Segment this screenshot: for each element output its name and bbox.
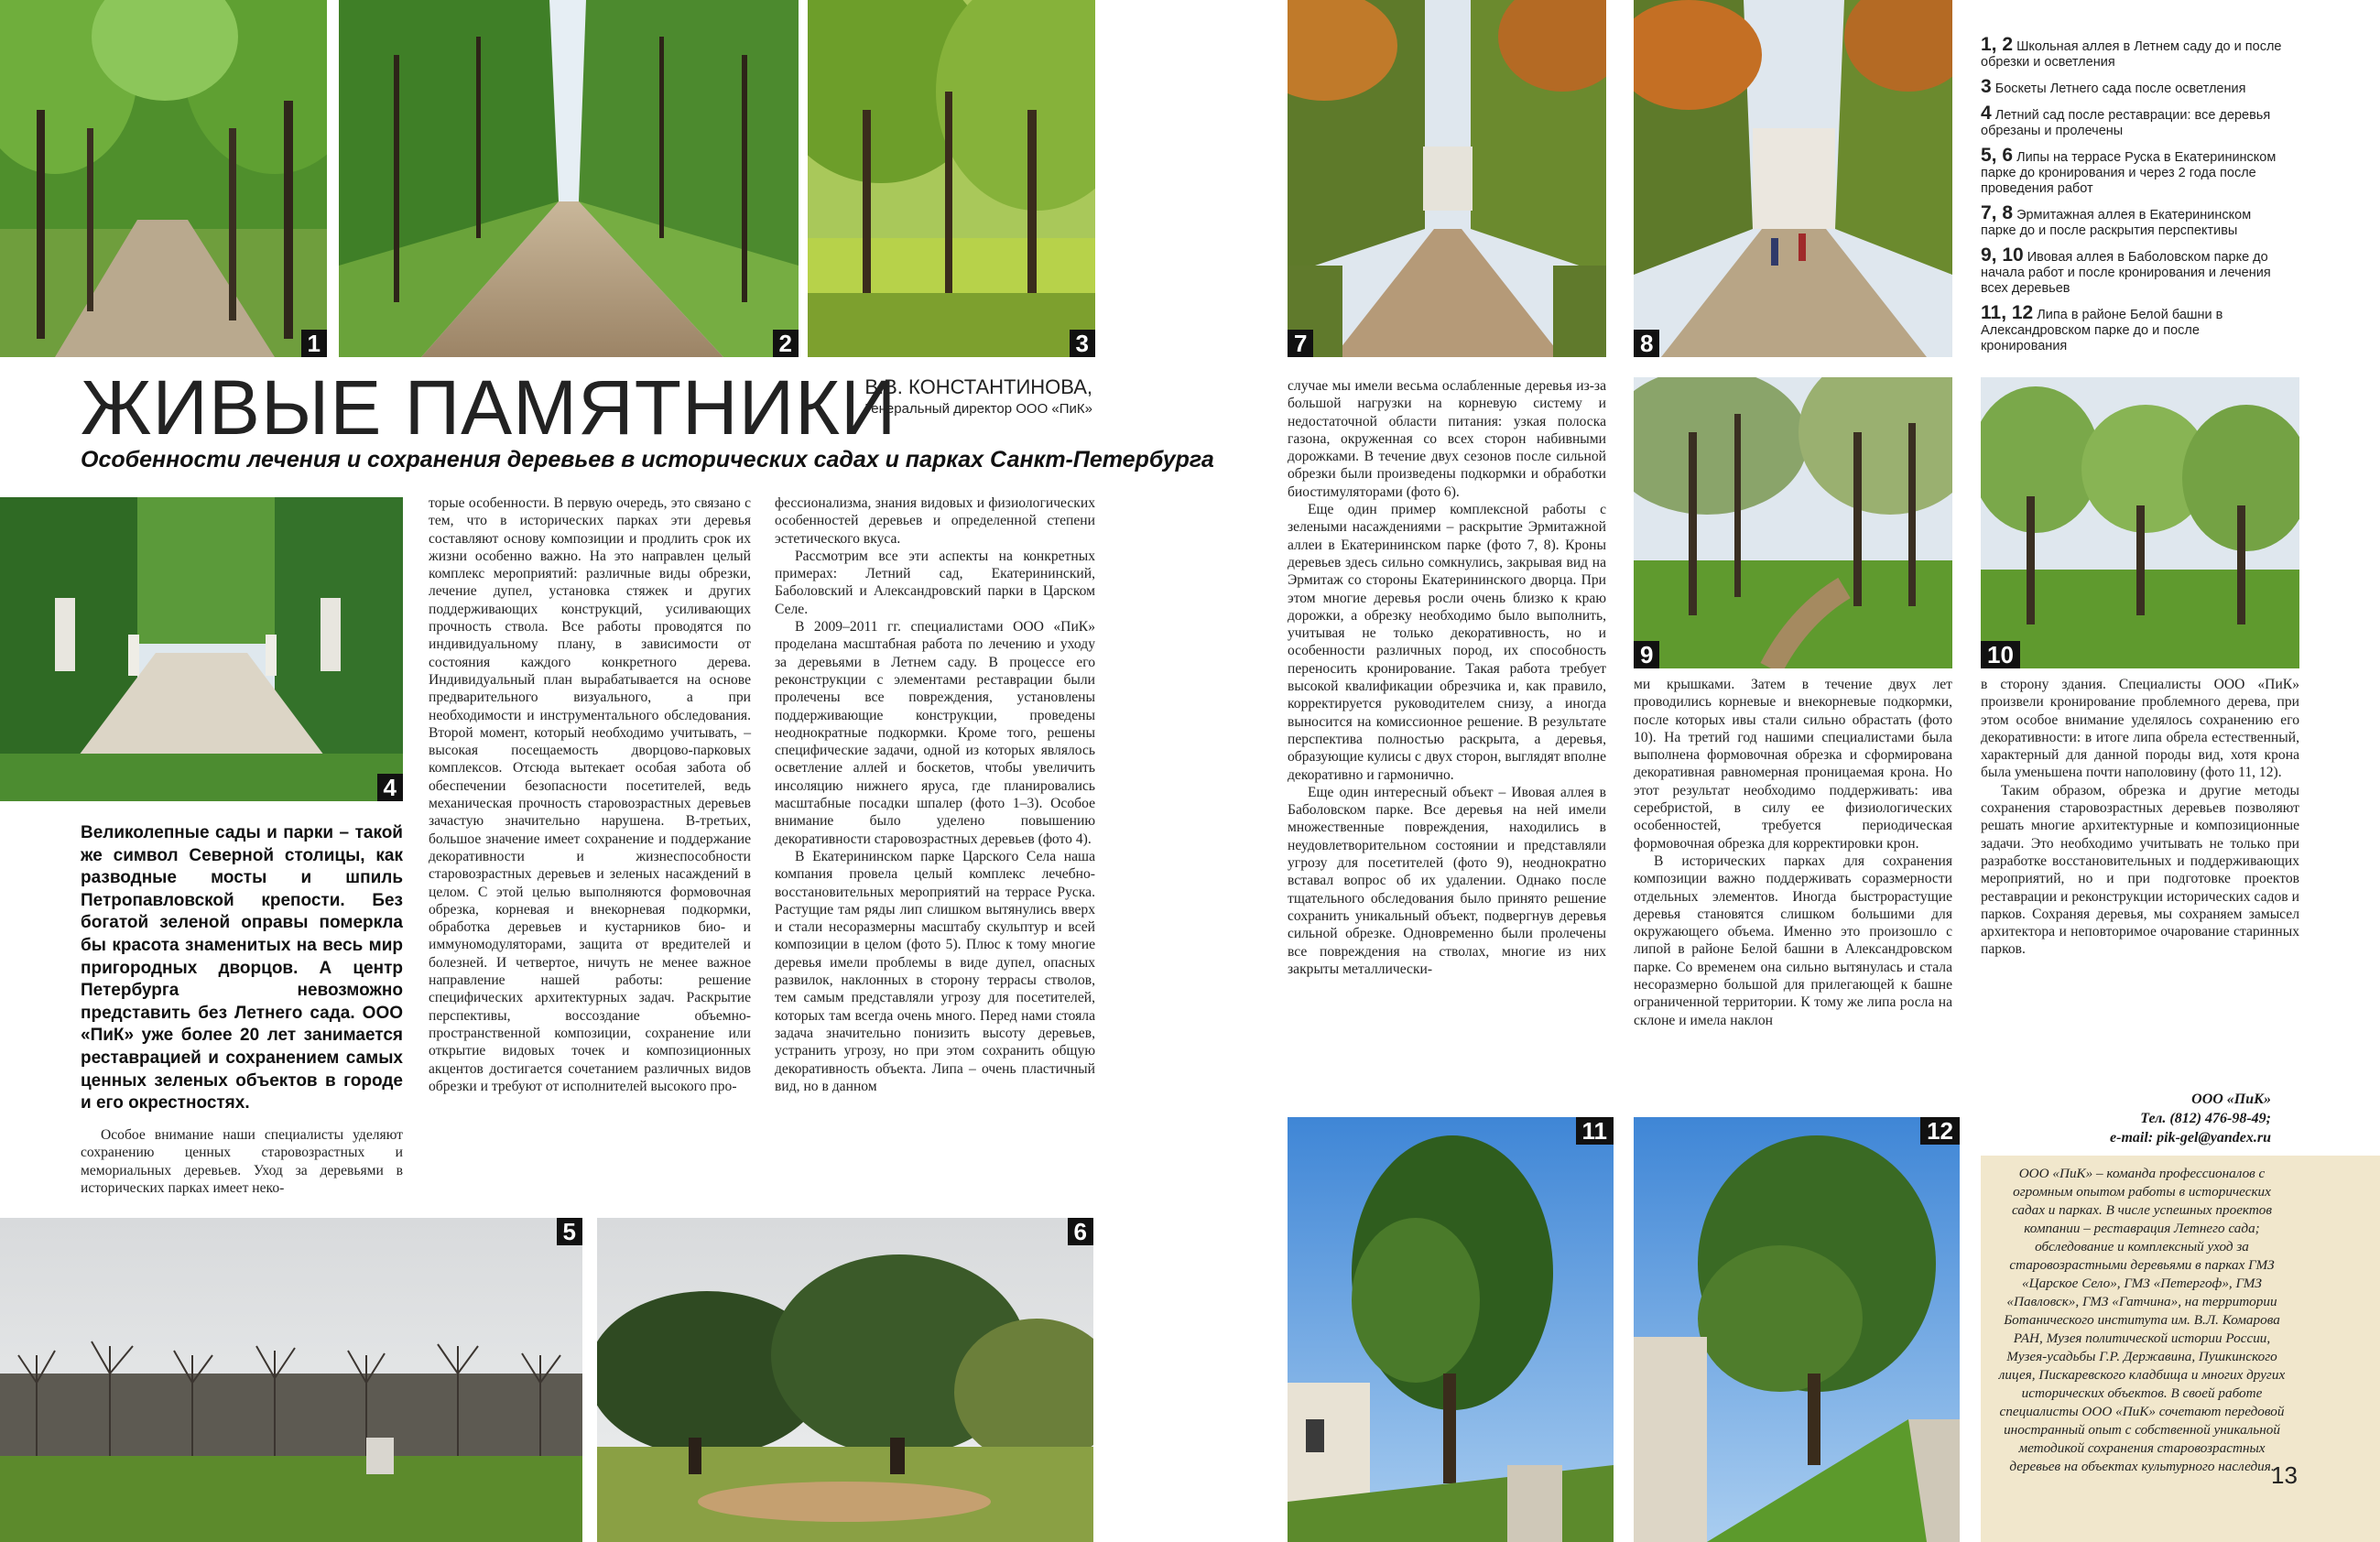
- photo-number: 8: [1634, 330, 1659, 357]
- photo-number: 11: [1576, 1117, 1614, 1145]
- caption-item: [1981, 34, 2288, 71]
- paragraph: Особое внимание наши специалисты уделяют сохранению ценных старовозрастных и мемориальных деревьев. Уход за деревьями в исторических парках имеет неко-: [81, 1127, 403, 1196]
- paragraph: Рассмотрим все эти аспекты на конкретных примерах: Летний сад, Екатерининский, Баболовский и Александровский парки в Царском Селе.: [775, 548, 1095, 617]
- photo-number: 2: [773, 330, 799, 357]
- text-column-2: [429, 494, 751, 1095]
- photo-number: 7: [1288, 330, 1313, 357]
- photo-4: [0, 497, 403, 801]
- paragraph: Еще один интересный объект – Ивовая аллея в Баболовском парке. Все деревья на ней имели множественные повреждения, находились в неудовлетворительном состоянии и представляли угрозу для посетителей (фото 9), неоднократно вставал вопрос об их удалении. Однако после тщательного обследования было принято решение сохранить уникальный объект, подвергнув деревья сильной обрезке. Одновременно были пролечены все повреждения на стволах, многие из них закрыты металлически-: [1288, 784, 1606, 977]
- lead-paragraph: Великолепные сады и парки – такой же символ Северной столицы, как разводные мосты и шпиль Петропавловской крепости. Без богатой зеленой оправы померкла бы красота знаменитых на весь мир пригородных дворцов. А центр Петербурга невозможно представить без Летнего сада. ООО «ПиК» уже более 20 лет занимается реставрацией и сохранением самых ценных зеленых объектов в городе и его окрестностях.: [81, 823, 403, 1113]
- caption-text: Эрмитажная аллея в Екатерининском парке до и после раскрытия перспективы: [1981, 208, 2252, 238]
- contact-details: [1996, 1109, 2271, 1147]
- author-block: [864, 375, 1092, 417]
- paragraph: Таким образом, обрезка и другие методы сохранения старовозрастных деревьев позволяют решать многие архитектурные и композиционные задачи. Это необходимо учитывать не только при разработке восстановительных и поддерживающих мероприятий, но и при подготовке проектов реставрации и реконструкции исторических садов и парков. Сохраняя деревья, мы сохраняем замысел архитектора и неповторимое очарование старинных парков.: [1981, 782, 2299, 958]
- contact-block: [1996, 1090, 2271, 1109]
- paragraph: случае мы имели весьма ослабленные деревья из-за большой нагрузки на корневую систему и недостаточной области питания: узкая полоска газона, окруженная со всех сторон набивными дорожками. В течение двух сезонов после сильной обрезки были произведены подкормки и обработки биостимуляторами (фото 6).: [1288, 378, 1606, 500]
- author-position: Генеральный директор ООО «ПиК»: [864, 401, 1092, 417]
- paragraph: фессионализма, знания видовых и физиологических особенностей деревьев и определенной степени эстетического вкуса.: [775, 495, 1095, 547]
- caption-number: 1, 2: [1981, 34, 2014, 55]
- photo-8: [1634, 0, 1952, 357]
- contact-email[interactable]: e-mail: pik-gel@yandex.ru: [2110, 1130, 2271, 1146]
- article-title: ЖИВЫЕ ПАМЯТНИКИ: [81, 364, 897, 451]
- caption-number: 7, 8: [1981, 202, 2014, 223]
- caption-number: 11, 12: [1981, 302, 2034, 323]
- caption-text: Боскеты Летнего сада после осветления: [1994, 81, 2246, 96]
- caption-number: 4: [1981, 103, 1992, 124]
- caption-item: [1981, 147, 2288, 197]
- photo-6: [597, 1218, 1093, 1542]
- page-number: 13: [2271, 1461, 2298, 1489]
- caption-text: Ивовая аллея в Баболовском парке до начала работ и после кронирования и лечения всех деревьев: [1981, 250, 2271, 296]
- text-column-6: [1981, 676, 2299, 959]
- caption-item: [1981, 202, 2288, 239]
- paragraph: В Екатерининском парке Царского Села наша компания провела целый комплекс лечебно-восстановительных мероприятий на террасе Руска. Растущие там ряды лип слишком вытянулись вверх и стали несоразмерны масштабу скульптур и всей композиции в целом (фото 5). Плюс к тому многие деревья имели проблемы в виде дупел, опасных развилок, наклонных в сторону террасы стволов, тем самым представляли угрозу для посетителей, которых там всегда очень много. Перед нами стояла задача значительно понизить высоту деревьев, устранить угрозу, но при этом сохранить общую декоративность объекта. Липа – очень пластичный вид, но в данном: [775, 848, 1095, 1094]
- photo-number: 4: [377, 774, 403, 801]
- company-sidebar-text: ООО «ПиК» – команда профессионалов с огромным опытом работы в исторических садах и парках. В числе успешных проектов компании – реставрация Летнего сада; обследование и комплексный уход за старовозрастными деревьями в парках ГМЗ «Царское Село», ГМЗ «Петергоф», ГМЗ «Павловск», ГМЗ «Гатчина», на территории Ботанического института им. В.Л. Комарова РАН, Музея политической истории России, Музея-усадьбы Г.Р. Державина, Пушкинского лицея, Пискаревского кладбища и многих других исторических объектов. В своей работе специалисты ООО «ПиК» сочетают передовой иностранный опыт с собственной уникальной методикой сохранения старовозрастных деревьев на объектах культурного наследия.: [1998, 1166, 2286, 1474]
- photo-11: [1288, 1117, 1614, 1542]
- caption-text: Липа в районе Белой башни в Александровском парке до и после кронирования: [1981, 308, 2223, 353]
- photo-captions: [1981, 34, 2288, 363]
- text-column-1: [81, 1126, 403, 1197]
- photo-1: [0, 0, 327, 357]
- photo-number: 10: [1981, 641, 2020, 668]
- photo-number: 12: [1920, 1117, 1960, 1145]
- photo-9: [1634, 377, 1952, 668]
- caption-text: Школьная аллея в Летнем саду до и после обрезки и осветления: [1981, 39, 2282, 70]
- photo-number: 6: [1068, 1218, 1093, 1245]
- paragraph: В 2009–2011 гг. специалистами ООО «ПиК» проделана масштабная работа по лечению и уходу за деревьями в Летнем саду. В процессе его реконструкции с элементами реставрации были пролечены все повреждения, установлены поддерживающие конструкции, проведены неоднократные подкормки. Кроме того, решены специфические задачи, одной из которых являлось осветление аллей и боскетов, чтобы увеличить инсоляцию нижнего яруса, где планировались масштабные посадки шпалер (фото 1–3). Особое внимание было уделено повышению декоративности старовозрастных деревьев (фото 4).: [775, 619, 1095, 847]
- caption-item: [1981, 302, 2288, 354]
- text-column-3: [775, 494, 1095, 1095]
- caption-item: [1981, 76, 2288, 97]
- photo-3: [808, 0, 1095, 357]
- text-column-5: [1634, 676, 1952, 1029]
- caption-number: 3: [1981, 76, 1992, 97]
- paragraph: В исторических парках для сохранения композиции важно поддерживать соразмерности отдельных элементов. Иногда быстрорастущие деревья становятся слишком большими для окружающего объема. Именно это произошло с липой в районе Белой башни в Александровском парке. Со временем она сильно вытянулась и стала несоразмерно большой для прилегающей к башне ограниченной территории. К тому же липа росла на склоне и имела наклон: [1634, 852, 1952, 1028]
- paragraph: ми крышками. Затем в течение двух лет проводились корневые и внекорневые подкормки, после которых ивы стали сильно обрастать (фото 10). На третий год нашими специалистами была выполнена формовочная обрезка и сформирована декоративная равномерная проницаемая крона. Но этот результат необходимо поддерживать: ива серебристой, в силу ее физиологических особенностей, требуется периодическая формовочная обрезка для корректировки крон.: [1634, 677, 1952, 852]
- caption-text: Липы на террасе Руска в Екатерининском парке до кронирования и через 2 года после проведения работ: [1981, 150, 2277, 196]
- author-name: В.В. КОНСТАНТИНОВА,: [864, 375, 1092, 398]
- article-subtitle: Особенности лечения и сохранения деревьев в исторических садах и парках Санкт-Петербурга: [81, 447, 1214, 472]
- caption-item: [1981, 105, 2288, 139]
- photo-10: [1981, 377, 2299, 668]
- caption-number: 5, 6: [1981, 145, 2014, 166]
- photo-number: 5: [557, 1218, 582, 1245]
- paragraph: торые особенности. В первую очередь, это связано с тем, что в исторических парках эти деревья составляют основу композиции и продлить срок их жизни особенно важно. На это направлен целый комплекс мероприятий: различные виды обрезки, лечение дупел, установка стяжек и других поддерживающих конструкций, усиливающих прочность ствола. Все работы проводятся по индивидуальному плану, в зависимости от состояния каждого конкретного дерева. Индивидуальный план вырабатывается на основе предварительного визуального, а при необходимости и инструментального обследования. Второй момент, который необходимо учитывать, – высокая посещаемость дворцово-парковых комплексов. Отсюда вытекает особая забота об обеспечении безопасности посетителей, ведь механическая прочность старовозрастных деревьев зачастую значительно нарушена. В-третьих, большое значение имеет сохранение и поддержание декоративности и жизнеспособности старовозрастных деревьев и зеленых насаждений в целом. С этой целью выполняются формовочная обрезка, корневая и внекорневая подкормки, обработка деревьев и кустарников био- и иммуномодуляторами, защита от вредителей и болезней. И четвертое, ничуть не менее важное направление нашей работы: решение специфических архитектурных задач. Раскрытие перспективы, воссоздание объемно-пространственной композиции, сохранение или открытие видовых точек и композиционных акцентов достигается сочетанием различных видов обрезки и требуют от исполнителей высокого про-: [429, 495, 751, 1094]
- paragraph: Еще один пример комплексной работы с зелеными насаждениями – раскрытие Эрмитажной аллеи в Екатерининском парке (фото 7, 8). Кроны деревьев здесь сильно сомкнулись, закрывая вид на Эрмитаж со стороны Екатерининского дворца. При этом многие деревья росли очень близко к краю дорожки, а обрезку необходимо было выполнить, учитывая не только декоративность, но и особенности различных пород, их способность переносить кронирование. Такая работа требует высокой квалификации обрезчика и, как правило, корректируется руководителем снизу, а иногда выносится на комиссионное решение. В результате перспектива полностью раскрыта, а деревья, образующие кулисы с двух сторон, выглядят вполне декоративно и гармонично.: [1288, 502, 1606, 783]
- photo-2: [339, 0, 799, 357]
- paragraph: в сторону здания. Специалисты ООО «ПиК» произвели кронирование проблемного дерева, при этом особое внимание уделялось сохранению его декоративности: в итоге липа обрела естественный, характерный для данной породы вид, хотя крона была уменьшена почти наполовину (фото 11, 12).: [1981, 677, 2299, 781]
- photo-number: 1: [301, 330, 327, 357]
- caption-number: 9, 10: [1981, 244, 2024, 266]
- text-column-4: [1288, 377, 1606, 978]
- caption-item: [1981, 244, 2288, 297]
- photo-12: [1634, 1117, 1960, 1542]
- caption-text: Летний сад после реставрации: все деревья обрезаны и пролечены: [1981, 108, 2271, 138]
- photo-5: [0, 1218, 582, 1542]
- photo-number: 9: [1634, 641, 1659, 668]
- photo-number: 3: [1070, 330, 1095, 357]
- contact-company: ООО «ПиК»: [2191, 1091, 2271, 1107]
- photo-7: [1288, 0, 1606, 357]
- contact-phone: Тел. (812) 476-98-49;: [2140, 1111, 2271, 1126]
